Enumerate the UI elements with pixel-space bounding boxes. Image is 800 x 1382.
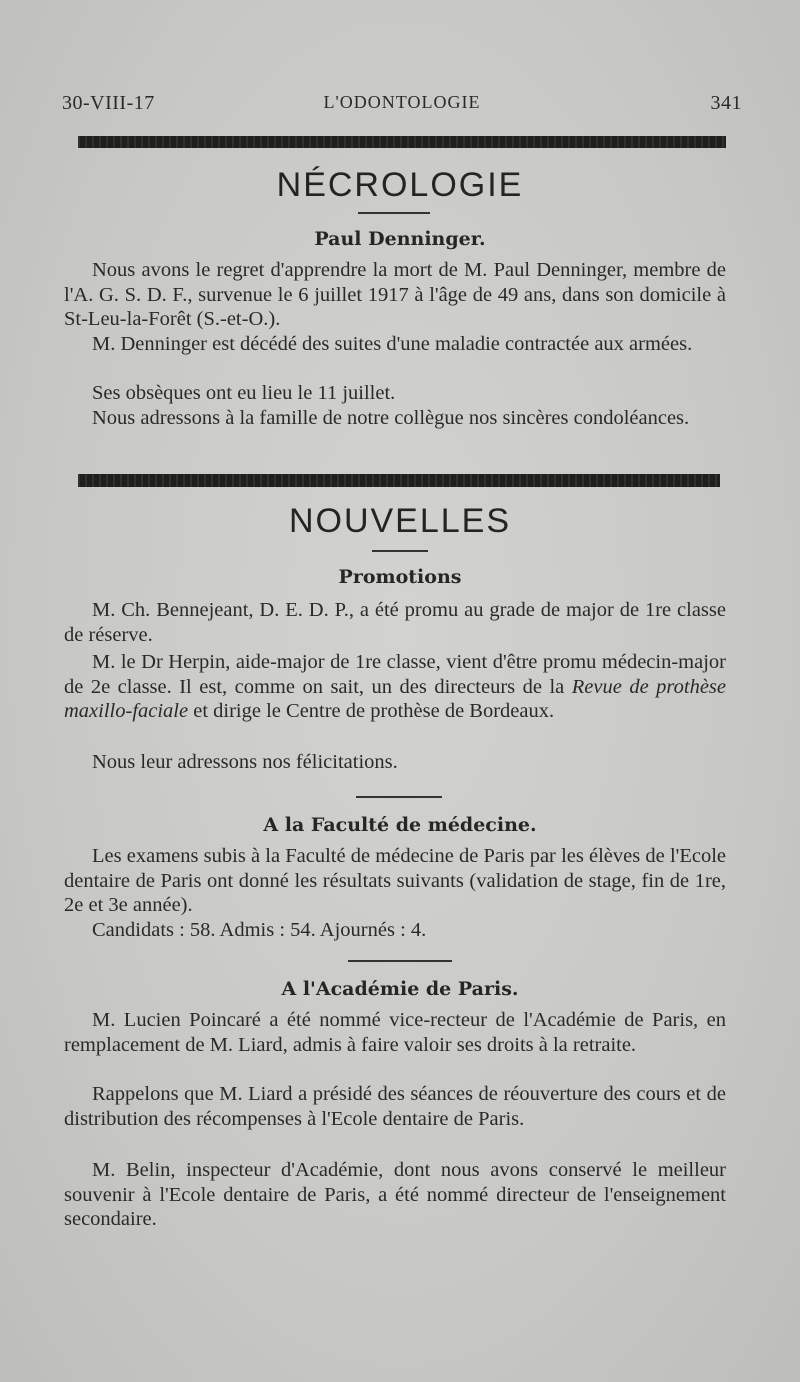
faculte-results: Candidats : 58. Admis : 54. Ajournés : 4. [92, 919, 427, 941]
section-title-nouvelles: NOUVELLES [288, 502, 512, 540]
faculte-heading: A la Faculté de médecine. [263, 814, 537, 836]
journal-title-italic: Revue de prothèse maxillo-faciale [64, 675, 726, 723]
section-title-necrologie: NÉCROLOGIE [276, 166, 524, 204]
academie-paragraph: M. Belin, inspecteur d'Académie, dont nous avons conservé le meilleur souvenir à l'Ecole dentaire de Paris, a été nommé directeur de l'enseignement secondaire. [64, 1159, 726, 1231]
promotion-paragraph-herpin [64, 650, 726, 724]
academie-paragraph: M. Lucien Poincaré a été nommé vice-recteur de l'Académie de Paris, en remplacement de M. Liard, admis à faire valoir ses droits à la retraite. [64, 1009, 726, 1056]
obituary-paragraph: Nous adressons à la famille de notre collègue nos sincères condoléances. [92, 407, 690, 429]
obituary-paragraph: Nous avons le regret d'apprendre la mort de M. Paul Denninger, membre de l'A. G. S. D. F., survenue le 6 juillet 1917 à l'âge de 49 ans, dans son domicile à St-Leu-la-Forêt (S.-et-O.). [64, 259, 726, 331]
subsection-divider [348, 960, 452, 962]
obituary-paragraph: Ses obsèques ont eu lieu le 11 juillet. [92, 382, 396, 404]
faculte-paragraph: Les examens subis à la Faculté de médecine de Paris par les élèves de l'Ecole dentaire de Paris ont donné les résultats suivants (validation de stage, fin de 1re, 2e et 3e année). [64, 845, 726, 917]
promotion-text: M. le Dr Herpin, aide-major de 1re classe, vient d'être promu médecin-major de 2e classe. Il est, comme on sait, un des directeurs de la [64, 651, 726, 698]
page-number: 341 [710, 92, 742, 114]
academie-paragraph: Rappelons que M. Liard a présidé des séances de réouverture des cours et de distribution des récompenses à l'Ecole dentaire de Paris. [64, 1083, 726, 1130]
promotion-paragraph-bennejeant [64, 598, 726, 647]
obituary-name-heading: Paul Denninger. [314, 228, 486, 250]
issue-date: 30-VIII-17 [62, 92, 155, 114]
running-head [62, 92, 742, 122]
promotions-heading: Promotions [338, 566, 462, 588]
academie-heading: A l'Académie de Paris. [281, 978, 519, 1000]
promotion-paragraph-felicitations: Nous leur adressons nos félicitations. [92, 751, 398, 773]
subsection-divider [356, 796, 442, 798]
journal-title: L'ODONTOLOGIE [323, 92, 481, 112]
promotion-text: M. Ch. Bennejeant, D. E. D. P., a été promu au grade de major de 1re classe de réserve. [64, 599, 726, 646]
thick-rule-middle [78, 474, 720, 487]
obituary-paragraph: M. Denninger est décédé des suites d'une maladie contractée aux armées. [92, 333, 693, 355]
title-divider [358, 212, 430, 214]
title-divider [372, 550, 428, 552]
thick-rule-top [78, 136, 726, 148]
promotion-text: et dirige le Centre de prothèse de Bordeaux. [193, 700, 555, 723]
